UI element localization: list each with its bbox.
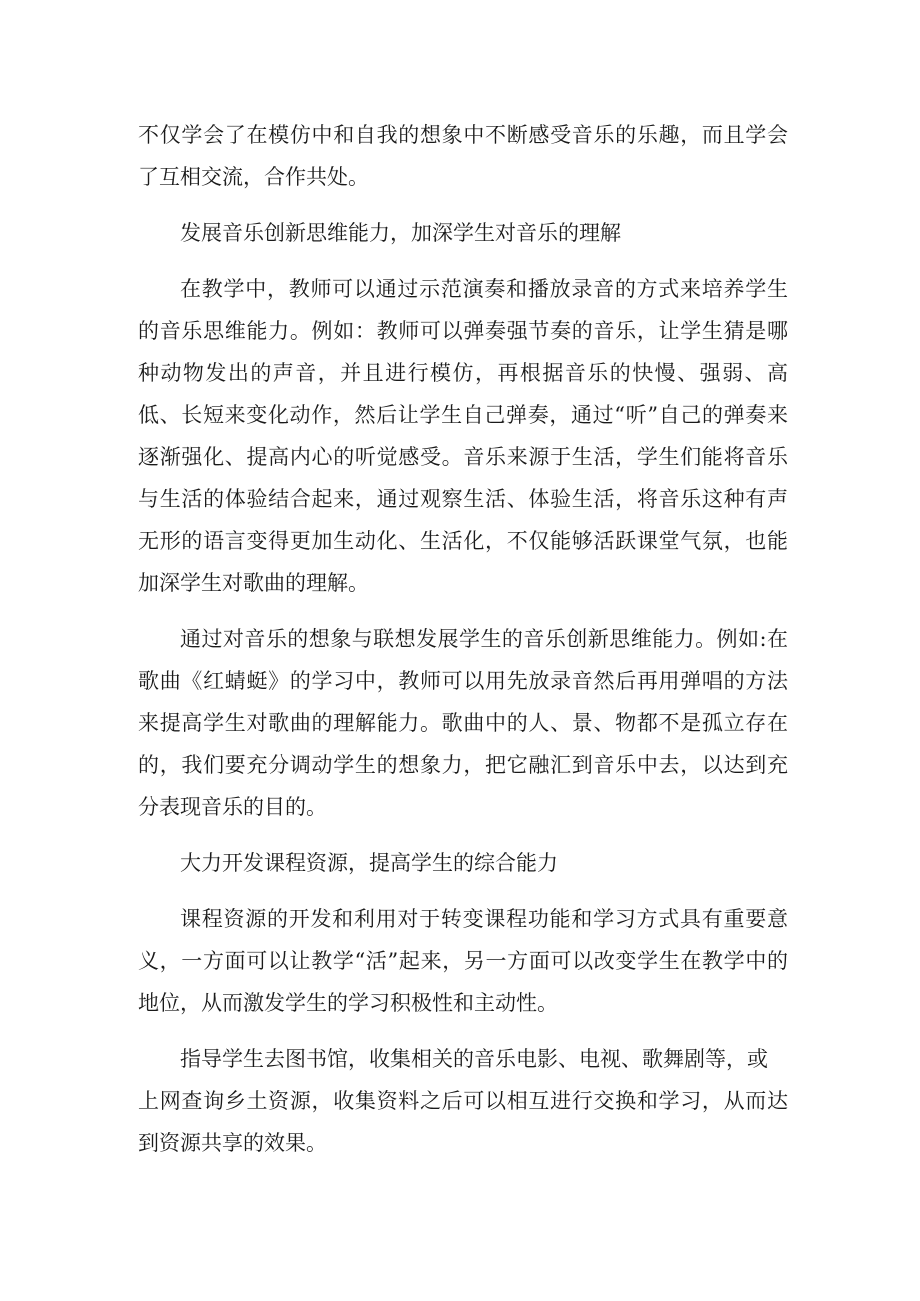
paragraph-continuation: 不仅学会了在模仿中和自我的想象中不断感受音乐的乐趣，而且学会了互相交流，合作共处。 — [138, 123, 788, 189]
paragraph-library-guidance: 指导学生去图书馆，收集相关的音乐电影、电视、歌舞剧等，或 上网查询乡土资源，收集资料之后可以相互进行交换和学习，从而达到资源共享的效果。 — [138, 1047, 788, 1155]
paragraph-resource-development: 课程资源的开发和利用对于转变课程功能和学习方式具有重要意义，一方面可以让教学“活”起来，另一方面可以改变学生在教学中的地位，从而激发学生的学习积极性和主动性。 — [138, 907, 788, 1015]
section-heading-creative-thinking: 发展音乐创新思维能力，加深学生对音乐的理解 — [180, 221, 621, 245]
paragraph-imagination: 通过对音乐的想象与联想发展学生的音乐创新思维能力。例如:在歌曲《红蜻蜓》的学习中，教师可以用先放录音然后再用弹唱的方法来提高学生对歌曲的理解能力。歌曲中的人、景、物都不是孤立存在的，我们要充分调动学生的想象力，把它融汇到音乐中去，以达到充分表现音乐的目的。 — [138, 627, 788, 819]
paragraph-teaching-demo: 在教学中，教师可以通过示范演奏和播放录音的方式来培养学生的音乐思维能力。例如：教师可以弹奏强节奏的音乐，让学生猜是哪种动物发出的声音，并且进行模仿，再根据音乐的快慢、强弱、高低、长短来变化动作，然后让学生自己弹奏，通过“听”自己的弹奏来逐渐强化、提高内心的听觉感受。音乐来源于生活，学生们能将音乐与生活的体验结合起来，通过观察生活、体验生活，将音乐这种有声无形的语言变得更加生动化、生活化，不仅能够活跃课堂气氛，也能加深学生对歌曲的理解。 — [138, 277, 788, 595]
section-heading-course-resources: 大力开发课程资源，提高学生的综合能力 — [180, 851, 558, 875]
document-body — [138, 114, 788, 1178]
